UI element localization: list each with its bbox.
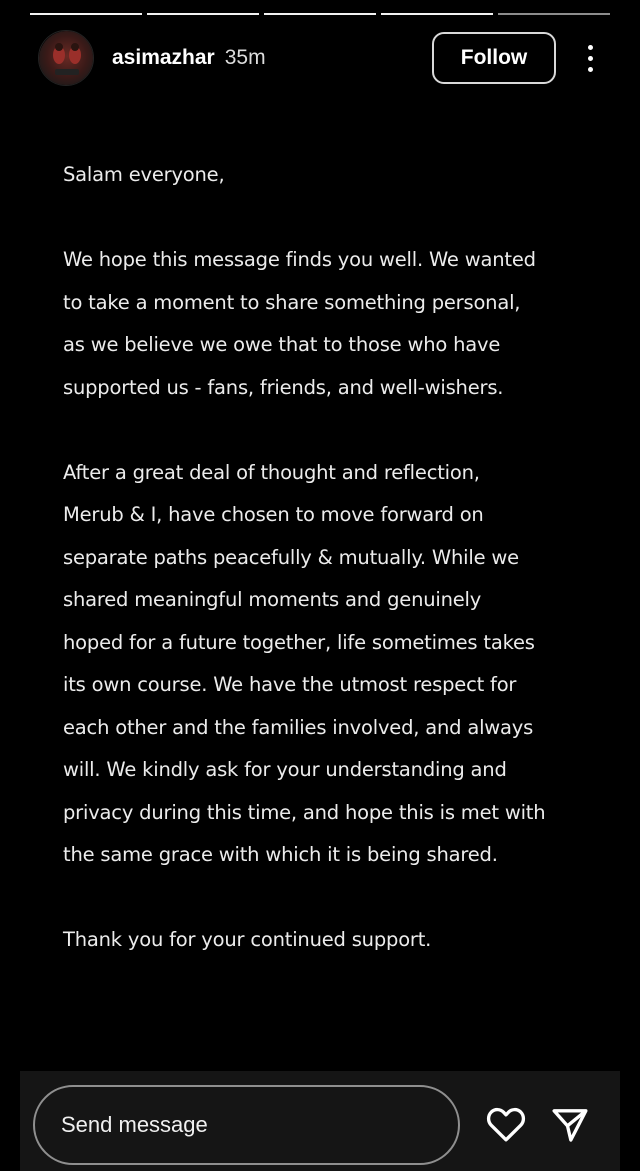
message-paragraph: We hope this message finds you well. We wanted to take a moment to share something personal, as we believe we owe that to those who have supported us - fans, friends, and well-wishers. (63, 248, 536, 399)
story-progress-segment (381, 13, 493, 15)
username[interactable]: asimazhar (112, 46, 215, 69)
profile-avatar-image (39, 31, 94, 86)
post-time: 35m (224, 46, 266, 69)
message-paragraph: After a great deal of thought and reflection, Merub & I, have chosen to move forward on separate paths peacefully & mutually. While we shared meaningful moments and genuinely hoped for a future together, life sometimes takes its own course. We have the utmost respect for each other and the families involved, and always will. We kindly ask for your understanding and privacy during this time, and hope this is met with the same grace with which it is being shared. (63, 460, 546, 866)
heart-icon[interactable] (486, 1105, 526, 1143)
story-message (63, 154, 603, 1004)
avatar[interactable] (38, 30, 94, 86)
send-icon[interactable] (550, 1105, 590, 1145)
send-message-placeholder: Send message (61, 1112, 208, 1137)
story-header (38, 30, 598, 86)
story-progress-segment (264, 13, 376, 15)
story-progress-segment (498, 13, 610, 15)
message-paragraph: Salam everyone, (63, 163, 225, 186)
story-progress-segment (147, 13, 259, 15)
more-vertical-icon[interactable] (582, 38, 598, 78)
message-paragraph: Thank you for your continued support. (63, 928, 432, 951)
send-message-input[interactable] (33, 1085, 460, 1165)
story-reply-bar (20, 1071, 620, 1171)
story-progress-segment (30, 13, 142, 15)
follow-button[interactable]: Follow (432, 32, 556, 84)
story-progress-bar (30, 13, 610, 16)
